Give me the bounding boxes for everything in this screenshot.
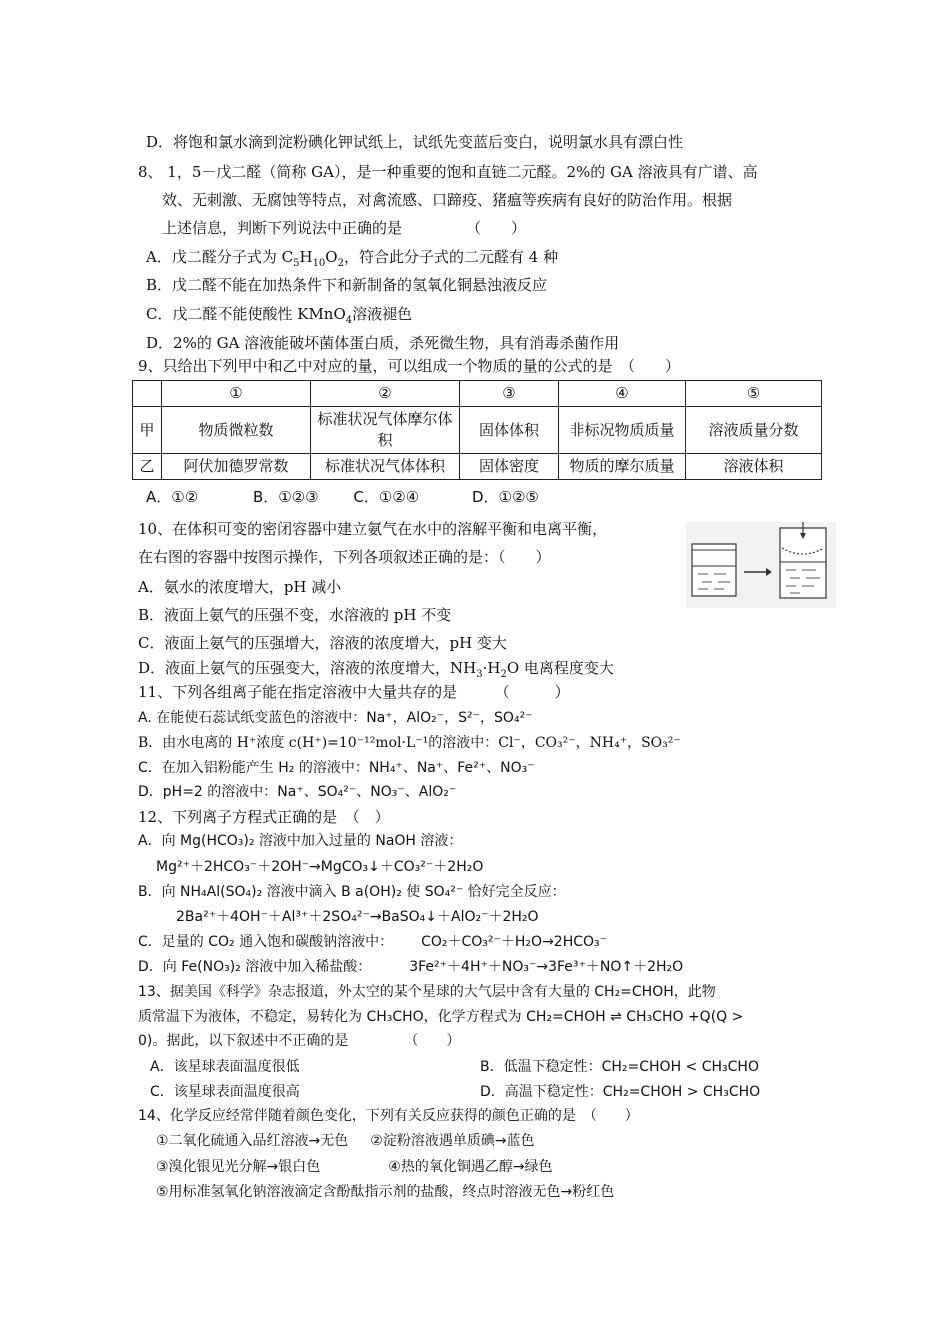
q8-stem-line2: 效、无刺激、无腐蚀等特点，对禽流感、口蹄疫、猪瘟等疾病有良好的防治作用。根据 xyxy=(162,191,733,209)
table-cell: ① xyxy=(162,381,311,407)
q11-option-d: D．pH=2 的溶液中：Na⁺、SO₄²⁻、NO₃⁻、AlO₂⁻ xyxy=(138,784,457,800)
q14-item-2: ②淀粉溶液遇单质碘→蓝色 xyxy=(370,1133,535,1149)
table-cell: 非标况物质质量 xyxy=(559,407,686,454)
q8-stem-line3: 上述信息，判断下列说法中正确的是 （ ） xyxy=(162,219,527,237)
table-row xyxy=(133,407,822,454)
table-header-row xyxy=(133,381,822,407)
table-cell: ④ xyxy=(559,381,686,407)
q10-stem-line1: 10、在体积可变的密闭容器中建立氨气在水中的溶解平衡和电离平衡， xyxy=(138,520,608,538)
q11-option-a: A. 在能使石蕊试纸变蓝色的溶液中：Na⁺，AlO₂⁻，S²⁻，SO₄²⁻ xyxy=(138,710,533,726)
q12-option-c: C．足量的 CO₂ 通入饱和碳酸钠溶液中： CO₂＋CO₃²⁻＋H₂O→2HCO₃⁻ xyxy=(138,934,608,950)
answer-paren: （ ） xyxy=(466,219,527,237)
table-cell: 标准状况气体摩尔体积 xyxy=(311,407,460,454)
container-after-icon xyxy=(780,522,826,598)
table-cell: 溶液质量分数 xyxy=(686,407,822,454)
q14-stem: 14、化学反应经常伴随着颜色变化，下列有关反应获得的颜色正确的是 （ ） xyxy=(138,1108,639,1124)
q10-container-figure xyxy=(686,522,836,608)
q14-items-row1 xyxy=(156,1130,535,1152)
answer-paren: （ ） xyxy=(404,1033,461,1049)
q14-item-5: ⑤用标准氢氧化钠溶液滴定含酚酞指示剂的盐酸，终点时溶液无色→粉红色 xyxy=(156,1184,615,1200)
q12-option-d: D．向 Fe(NO₃)₂ 溶液中加入稀盐酸： 3Fe²⁺＋4H⁺＋NO₃⁻→3Fe³⁺＋NO↑＋2H₂O xyxy=(138,959,684,975)
q8-stem-line1: 8、 1，5－戊二醛（简称 GA），是一种重要的饱和直链二元醛。2%的 GA 溶液具有广谱、高 xyxy=(138,163,758,181)
q9-stem: 9、只给出下列甲中和乙中对应的量，可以组成一个物质的量的公式的是 （ ） xyxy=(138,357,681,375)
q11-option-c: C．在加入铝粉能产生 H₂ 的溶液中：NH₄⁺、Na⁺、Fe²⁺、NO₃⁻ xyxy=(138,760,535,776)
q13-stem-line1: 13、据美国《科学》杂志报道，外太空的某个星球的大气层中含有大量的 CH₂=CHOH，此物 xyxy=(138,984,716,1000)
q8-option-d: D．2%的 GA 溶液能破坏菌体蛋白质，杀死微生物，具有消毒杀菌作用 xyxy=(146,334,620,352)
q9-option-b: B．①②③ xyxy=(252,488,319,506)
table-cell: 标准状况气体体积 xyxy=(311,454,460,480)
q9-option-d: D．①②⑤ xyxy=(471,488,539,506)
q10-option-c: C．液面上氨气的压强增大，溶液的浓度增大，pH 变大 xyxy=(138,634,507,652)
q13-option-a: A．该星球表面温度很低 xyxy=(150,1059,300,1075)
q8-option-b: B．戊二醛不能在加热条件下和新制备的氢氧化铜悬浊液反应 xyxy=(146,276,548,294)
q12-option-a-equation: Mg²⁺＋2HCO₃⁻＋2OH⁻→MgCO₃↓＋CO₃²⁻＋2H₂O xyxy=(156,859,484,875)
table-cell: 物质的摩尔质量 xyxy=(559,454,686,480)
q8-option-c: C．戊二醛不能使酸性 KMnO$_4$溶液褪色 xyxy=(146,305,413,326)
table-cell xyxy=(133,381,162,407)
container-before-icon xyxy=(692,544,736,596)
q12-option-b-equation: 2Ba²⁺＋4OH⁻＋Al³⁺＋2SO₄²⁻→BaSO₄↓＋AlO₂⁻＋2H₂O xyxy=(176,909,539,925)
table-cell: 固体密度 xyxy=(460,454,559,480)
table-cell: ② xyxy=(311,381,460,407)
row-label: 甲 xyxy=(133,407,162,454)
q12-option-a: A．向 Mg(HCO₃)₂ 溶液中加入过量的 NaOH 溶液： xyxy=(138,833,463,849)
q14-item-4: ④热的氧化铜遇乙醇→绿色 xyxy=(388,1159,553,1175)
table-cell: ⑤ xyxy=(686,381,822,407)
table-row xyxy=(133,454,822,480)
row-label: 乙 xyxy=(133,454,162,480)
q11-option-b: B．由水电离的 H⁺浓度 c(H⁺)=10⁻¹²mol·L⁻¹的溶液中：Cl⁻，CO₃²⁻，NH₄⁺，SO₃²⁻ xyxy=(138,735,681,751)
q14-item-1: ①二氧化硫通入品红溶液→无色 xyxy=(156,1133,349,1149)
q10-option-a: A．氨水的浓度增大，pH 减小 xyxy=(138,578,342,596)
q10-option-b: B．液面上氨气的压强不变，水溶液的 pH 不变 xyxy=(138,606,452,624)
q13-option-b: B．低温下稳定性：CH₂=CHOH < CH₃CHO xyxy=(480,1059,759,1075)
q8-option-a: A．戊二醛分子式为 $C_5H_{10}O_2$，符合此分子式的二元醛有 4 种 xyxy=(146,248,559,269)
q11-stem: 11、下列各组离子能在指定溶液中大量共存的是 （ ） xyxy=(138,683,570,701)
table-cell: 阿伏加德罗常数 xyxy=(162,454,311,480)
q10-stem-line2: 在右图的容器中按图示操作，下列各项叙述正确的是：（ ） xyxy=(138,548,551,566)
q9-option-c: C．①②④ xyxy=(353,488,420,506)
q9-table xyxy=(132,380,822,480)
table-cell: 溶液体积 xyxy=(686,454,822,480)
q13-option-d: D．高温下稳定性：CH₂=CHOH > CH₃CHO xyxy=(480,1084,761,1100)
table-cell: 物质微粒数 xyxy=(162,407,311,454)
q12-option-b: B．向 NH₄Al(SO₄)₂ 溶液中滴入 B a(OH)₂ 使 SO₄²⁻ 恰好完全反应： xyxy=(138,884,566,900)
q10-option-d: D．液面上氨气的压强变大，溶液的浓度增大，$NH_3\cdot H_2O$ 电离程度变大 xyxy=(138,659,614,680)
q9-option-a: A．①② xyxy=(146,488,199,506)
q14-items-row2 xyxy=(156,1156,553,1178)
q13-stem-line3: 0)。据此，以下叙述中不正确的是 （ ） xyxy=(138,1033,461,1049)
q7-option-d: D．将饱和氯水滴到淀粉碘化钾试纸上，试纸先变蓝后变白，说明氯水具有漂白性 xyxy=(146,133,684,151)
q14-item-3: ③溴化银见光分解→银白色 xyxy=(156,1159,321,1175)
q13-option-c: C．该星球表面温度很高 xyxy=(150,1084,300,1100)
table-cell: 固体体积 xyxy=(460,407,559,454)
q13-stem-line2: 质常温下为液体，不稳定，易转化为 CH₃CHO，化学方程式为 CH₂=CHOH ⇌ CH₃CHO +Q(Q > xyxy=(138,1009,744,1025)
q12-stem: 12、下列离子方程式正确的是 （ ） xyxy=(138,808,390,826)
q9-options xyxy=(146,486,539,508)
table-cell: ③ xyxy=(460,381,559,407)
